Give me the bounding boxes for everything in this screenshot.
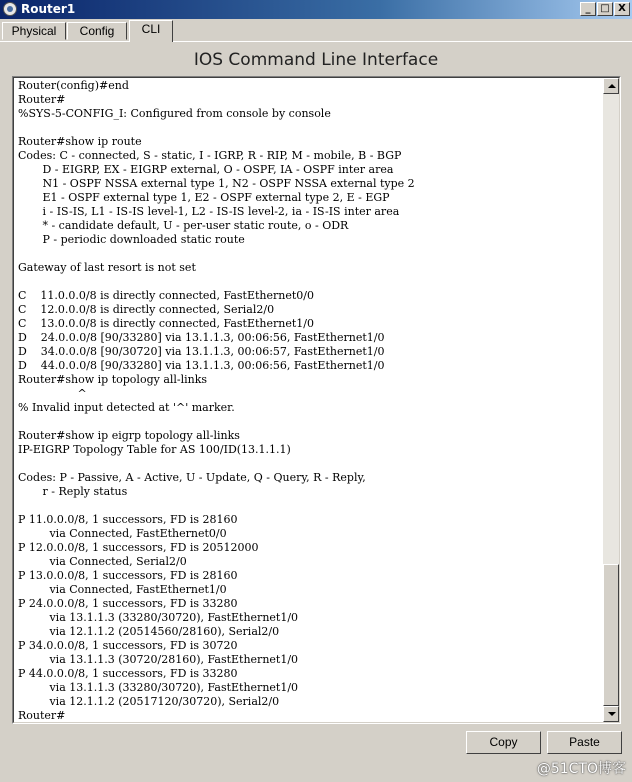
terminal-line: Router# — [18, 709, 66, 722]
tab-bar — [0, 20, 632, 42]
page-title: IOS Command Line Interface — [193, 50, 439, 70]
terminal-line: via Connected, FastEthernet1/0 — [18, 583, 227, 596]
terminal-line: P 24.0.0.0/8, 1 successors, FD is 33280 — [18, 597, 238, 610]
terminal-line: C 12.0.0.0/8 is directly connected, Serial2/0 — [18, 303, 275, 316]
watermark: @51CTO博客 — [536, 761, 626, 777]
terminal-line: Router#show ip eigrp topology all-links — [18, 429, 240, 442]
minimize-button[interactable]: _ — [580, 2, 596, 16]
terminal-line: P 44.0.0.0/8, 1 successors, FD is 33280 — [18, 667, 238, 680]
terminal-line: * - candidate default, U - per-user static route, o - ODR — [18, 219, 349, 232]
terminal-line: % Invalid input detected at '^' marker. — [18, 401, 235, 414]
terminal-line: Router#show ip topology all-links — [18, 373, 208, 386]
terminal-line: Codes: C - connected, S - static, I - IGRP, R - RIP, M - mobile, B - BGP — [18, 149, 402, 162]
terminal-line: P 13.0.0.0/8, 1 successors, FD is 28160 — [18, 569, 238, 582]
terminal-line: P 11.0.0.0/8, 1 successors, FD is 28160 — [18, 513, 238, 526]
terminal-line: via 12.1.1.2 (20517120/30720), Serial2/0 — [18, 695, 280, 708]
copy-button[interactable]: Copy — [466, 731, 541, 754]
scroll-down-button[interactable] — [603, 706, 619, 722]
terminal-line — [18, 247, 603, 261]
terminal-line: D - EIGRP, EX - EIGRP external, O - OSPF, IA - OSPF inter area — [18, 163, 394, 176]
terminal-line: via 12.1.1.2 (20514560/28160), Serial2/0 — [18, 625, 280, 638]
tab-cli[interactable]: CLI — [129, 20, 173, 42]
arrow-up-icon — [608, 84, 616, 88]
terminal-line: Router#show ip route — [18, 135, 142, 148]
close-button[interactable]: X — [614, 2, 630, 16]
terminal-line: via 13.1.1.3 (33280/30720), FastEthernet1/0 — [18, 611, 299, 624]
window-title: Router1 — [21, 2, 76, 16]
terminal-line: E1 - OSPF external type 1, E2 - OSPF external type 2, E - EGP — [18, 191, 390, 204]
scroll-up-button[interactable] — [603, 78, 619, 94]
terminal-line: %SYS-5-CONFIG_I: Configured from console by console — [18, 107, 331, 120]
arrow-down-icon — [608, 712, 616, 716]
terminal-line: D 34.0.0.0/8 [90/30720] via 13.1.1.3, 00:06:57, FastEthernet1/0 — [18, 345, 385, 358]
terminal-line: D 24.0.0.0/8 [90/33280] via 13.1.1.3, 00:06:56, FastEthernet1/0 — [18, 331, 385, 344]
terminal-line: N1 - OSPF NSSA external type 1, N2 - OSPF NSSA external type 2 — [18, 177, 415, 190]
terminal-line: ^ — [18, 387, 87, 400]
terminal-line: via 13.1.1.3 (30720/28160), FastEthernet1/0 — [18, 653, 299, 666]
title-bar[interactable] — [0, 0, 632, 19]
terminal-line — [18, 457, 603, 471]
terminal-line: C 11.0.0.0/8 is directly connected, FastEthernet0/0 — [18, 289, 315, 302]
terminal-line — [18, 275, 603, 289]
terminal-line — [18, 499, 603, 513]
terminal-line: P - periodic downloaded static route — [18, 233, 245, 246]
router-icon — [3, 2, 17, 16]
terminal-line: P 12.0.0.0/8, 1 successors, FD is 20512000 — [18, 541, 259, 554]
terminal-line: Router# — [18, 93, 66, 106]
terminal-lines[interactable] — [18, 79, 603, 723]
vertical-scrollbar[interactable] — [603, 78, 619, 722]
terminal-line: via Connected, FastEthernet0/0 — [18, 527, 227, 540]
maximize-button[interactable]: □ — [597, 2, 613, 16]
terminal-output[interactable] — [12, 76, 621, 724]
terminal-line: Gateway of last resort is not set — [18, 261, 196, 274]
terminal-line: D 44.0.0.0/8 [90/33280] via 13.1.1.3, 00:06:56, FastEthernet1/0 — [18, 359, 385, 372]
terminal-line: i - IS-IS, L1 - IS-IS level-1, L2 - IS-IS level-2, ia - IS-IS inter area — [18, 205, 400, 218]
terminal-line: C 13.0.0.0/8 is directly connected, FastEthernet1/0 — [18, 317, 315, 330]
tab-config[interactable]: Config — [67, 22, 127, 40]
terminal-line: via Connected, Serial2/0 — [18, 555, 187, 568]
terminal-line: IP-EIGRP Topology Table for AS 100/ID(13.1.1.1) — [18, 443, 291, 456]
terminal-line: Codes: P - Passive, A - Active, U - Update, Q - Query, R - Reply, — [18, 471, 366, 484]
terminal-line — [18, 121, 603, 135]
paste-button[interactable]: Paste — [547, 731, 622, 754]
terminal-line: r - Reply status — [18, 485, 128, 498]
terminal-line: Router(config)#end — [18, 79, 129, 92]
terminal-line — [18, 415, 603, 429]
scroll-thumb[interactable] — [603, 564, 619, 706]
terminal-line: via 13.1.1.3 (33280/30720), FastEthernet1/0 — [18, 681, 299, 694]
terminal-line: P 34.0.0.0/8, 1 successors, FD is 30720 — [18, 639, 238, 652]
tab-physical[interactable]: Physical — [2, 22, 66, 40]
tab-divider — [0, 41, 632, 42]
